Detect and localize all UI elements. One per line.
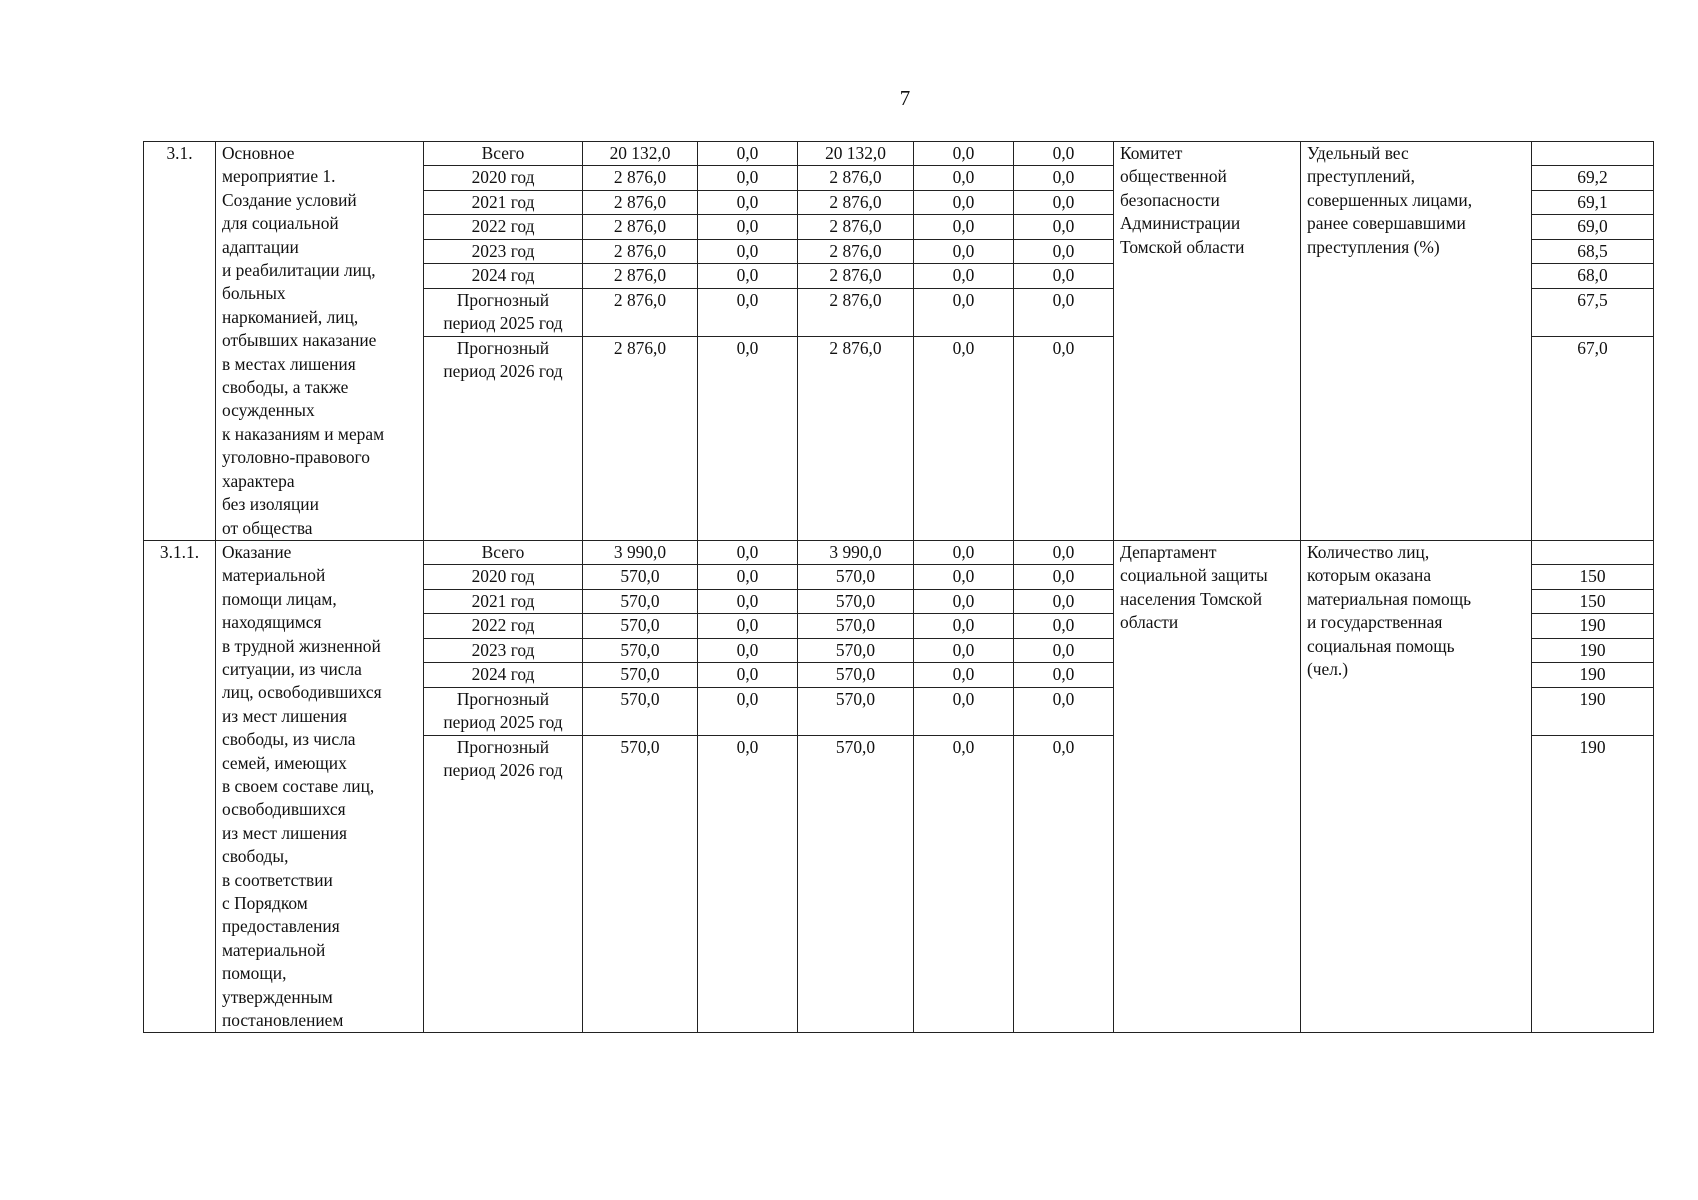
table-row (144, 540, 1654, 564)
amount-cell: 0,0 (1014, 663, 1114, 687)
amount-cell: 0,0 (698, 337, 798, 541)
amount-cell: 2 876,0 (798, 215, 914, 239)
indicator-value-cell: 69,1 (1532, 190, 1654, 214)
period-cell: 2024 год (424, 663, 583, 687)
amount-cell: 0,0 (698, 540, 798, 564)
indicator-value-cell: 190 (1532, 614, 1654, 638)
amount-cell: 0,0 (914, 142, 1014, 166)
period-cell: 2021 год (424, 190, 583, 214)
total-cell: 2 876,0 (583, 239, 698, 263)
amount-cell: 0,0 (698, 614, 798, 638)
amount-cell: 0,0 (914, 638, 1014, 662)
amount-cell: 0,0 (1014, 540, 1114, 564)
amount-cell: 570,0 (798, 638, 914, 662)
activity-code: 3.1.1. (144, 540, 216, 1033)
period-cell: 2024 год (424, 264, 583, 288)
period-cell: Прогнозный период 2026 год (424, 337, 583, 541)
amount-cell: 0,0 (698, 166, 798, 190)
amount-cell: 0,0 (914, 239, 1014, 263)
amount-cell: 2 876,0 (798, 337, 914, 541)
total-cell: 570,0 (583, 589, 698, 613)
total-cell: 2 876,0 (583, 166, 698, 190)
amount-cell: 0,0 (914, 288, 1014, 336)
amount-cell: 0,0 (914, 687, 1014, 735)
indicator-value-cell: 69,0 (1532, 215, 1654, 239)
amount-cell: 0,0 (1014, 166, 1114, 190)
period-cell: 2020 год (424, 565, 583, 589)
total-cell: 2 876,0 (583, 288, 698, 336)
total-cell: 20 132,0 (583, 142, 698, 166)
total-cell: 570,0 (583, 687, 698, 735)
period-cell: Прогнозный период 2025 год (424, 687, 583, 735)
period-cell: 2021 год (424, 589, 583, 613)
amount-cell: 0,0 (698, 638, 798, 662)
amount-cell: 0,0 (914, 215, 1014, 239)
period-cell: 2020 год (424, 166, 583, 190)
activity-name: Оказание материальной помощи лицам, находящимся в трудной жизненной ситуации, из числа лиц, освободившихся из мест лишения свободы, из числа семей, имеющих в своем составе лиц, освободившихся из мест лишения свободы, в соответствии с Порядком предоставления материальной помощи, утвержденным постановлением (216, 540, 424, 1033)
indicator-value-cell: 67,0 (1532, 337, 1654, 541)
amount-cell: 2 876,0 (798, 166, 914, 190)
amount-cell: 0,0 (698, 190, 798, 214)
total-cell: 2 876,0 (583, 337, 698, 541)
indicator-value-cell: 190 (1532, 638, 1654, 662)
amount-cell: 2 876,0 (798, 190, 914, 214)
amount-cell: 0,0 (914, 565, 1014, 589)
total-cell: 2 876,0 (583, 215, 698, 239)
amount-cell: 570,0 (798, 589, 914, 613)
amount-cell: 0,0 (1014, 735, 1114, 1033)
amount-cell: 2 876,0 (798, 239, 914, 263)
amount-cell: 0,0 (698, 264, 798, 288)
amount-cell: 0,0 (1014, 638, 1114, 662)
indicator-value-cell (1532, 142, 1654, 166)
amount-cell: 0,0 (698, 735, 798, 1033)
amount-cell: 0,0 (914, 589, 1014, 613)
amount-cell: 3 990,0 (798, 540, 914, 564)
amount-cell: 0,0 (1014, 215, 1114, 239)
amount-cell: 0,0 (698, 687, 798, 735)
total-cell: 570,0 (583, 663, 698, 687)
amount-cell: 0,0 (1014, 264, 1114, 288)
amount-cell: 0,0 (1014, 565, 1114, 589)
amount-cell: 2 876,0 (798, 264, 914, 288)
indicator-value-cell: 68,5 (1532, 239, 1654, 263)
indicator-value-cell: 190 (1532, 687, 1654, 735)
total-cell: 570,0 (583, 735, 698, 1033)
amount-cell: 0,0 (698, 239, 798, 263)
table-row (144, 142, 1654, 166)
amount-cell: 0,0 (914, 190, 1014, 214)
amount-cell: 0,0 (1014, 337, 1114, 541)
period-cell: 2023 год (424, 638, 583, 662)
period-cell: 2022 год (424, 215, 583, 239)
amount-cell: 0,0 (1014, 288, 1114, 336)
amount-cell: 0,0 (698, 565, 798, 589)
indicator-value-cell: 190 (1532, 735, 1654, 1033)
total-cell: 2 876,0 (583, 190, 698, 214)
amount-cell: 20 132,0 (798, 142, 914, 166)
page-number: 7 (899, 86, 911, 110)
indicator-cell: Удельный вес преступлений, совершенных лицами, ранее совершавшими преступления (%) (1301, 142, 1532, 541)
total-cell: 3 990,0 (583, 540, 698, 564)
amount-cell: 0,0 (914, 614, 1014, 638)
amount-cell: 0,0 (1014, 142, 1114, 166)
amount-cell: 570,0 (798, 565, 914, 589)
amount-cell: 0,0 (914, 663, 1014, 687)
amount-cell: 0,0 (1014, 589, 1114, 613)
activity-name: Основное мероприятие 1. Создание условий для социальной адаптации и реабилитации лиц, больных наркоманией, лиц, отбывших наказание в местах лишения свободы, а также осужденных к наказаниям и мерам уголовно-правового характера без изоляции от общества (216, 142, 424, 541)
total-cell: 570,0 (583, 614, 698, 638)
program-activities-table (143, 141, 1654, 1033)
total-cell: 570,0 (583, 565, 698, 589)
period-cell: Всего (424, 142, 583, 166)
amount-cell: 570,0 (798, 687, 914, 735)
period-cell: Прогнозный период 2025 год (424, 288, 583, 336)
amount-cell: 0,0 (1014, 687, 1114, 735)
executor-cell: Департамент социальной защиты населения Томской области (1114, 540, 1301, 1033)
amount-cell: 570,0 (798, 614, 914, 638)
total-cell: 2 876,0 (583, 264, 698, 288)
indicator-value-cell: 150 (1532, 565, 1654, 589)
amount-cell: 570,0 (798, 663, 914, 687)
period-cell: Всего (424, 540, 583, 564)
period-cell: 2022 год (424, 614, 583, 638)
total-cell: 570,0 (583, 638, 698, 662)
indicator-value-cell (1532, 540, 1654, 564)
indicator-value-cell: 190 (1532, 663, 1654, 687)
amount-cell: 0,0 (698, 663, 798, 687)
indicator-value-cell: 68,0 (1532, 264, 1654, 288)
period-cell: 2023 год (424, 239, 583, 263)
indicator-cell: Количество лиц, которым оказана материальная помощь и государственная социальная помощь (чел.) (1301, 540, 1532, 1033)
executor-cell: Комитет общественной безопасности Администрации Томской области (1114, 142, 1301, 541)
amount-cell: 0,0 (698, 142, 798, 166)
activity-code: 3.1. (144, 142, 216, 541)
amount-cell: 0,0 (1014, 239, 1114, 263)
period-cell: Прогнозный период 2026 год (424, 735, 583, 1033)
amount-cell: 0,0 (914, 337, 1014, 541)
amount-cell: 0,0 (914, 264, 1014, 288)
indicator-value-cell: 69,2 (1532, 166, 1654, 190)
amount-cell: 0,0 (914, 540, 1014, 564)
amount-cell: 2 876,0 (798, 288, 914, 336)
amount-cell: 0,0 (914, 166, 1014, 190)
amount-cell: 0,0 (698, 215, 798, 239)
amount-cell: 0,0 (698, 589, 798, 613)
amount-cell: 570,0 (798, 735, 914, 1033)
amount-cell: 0,0 (1014, 190, 1114, 214)
indicator-value-cell: 67,5 (1532, 288, 1654, 336)
indicator-value-cell: 150 (1532, 589, 1654, 613)
amount-cell: 0,0 (914, 735, 1014, 1033)
amount-cell: 0,0 (1014, 614, 1114, 638)
amount-cell: 0,0 (698, 288, 798, 336)
